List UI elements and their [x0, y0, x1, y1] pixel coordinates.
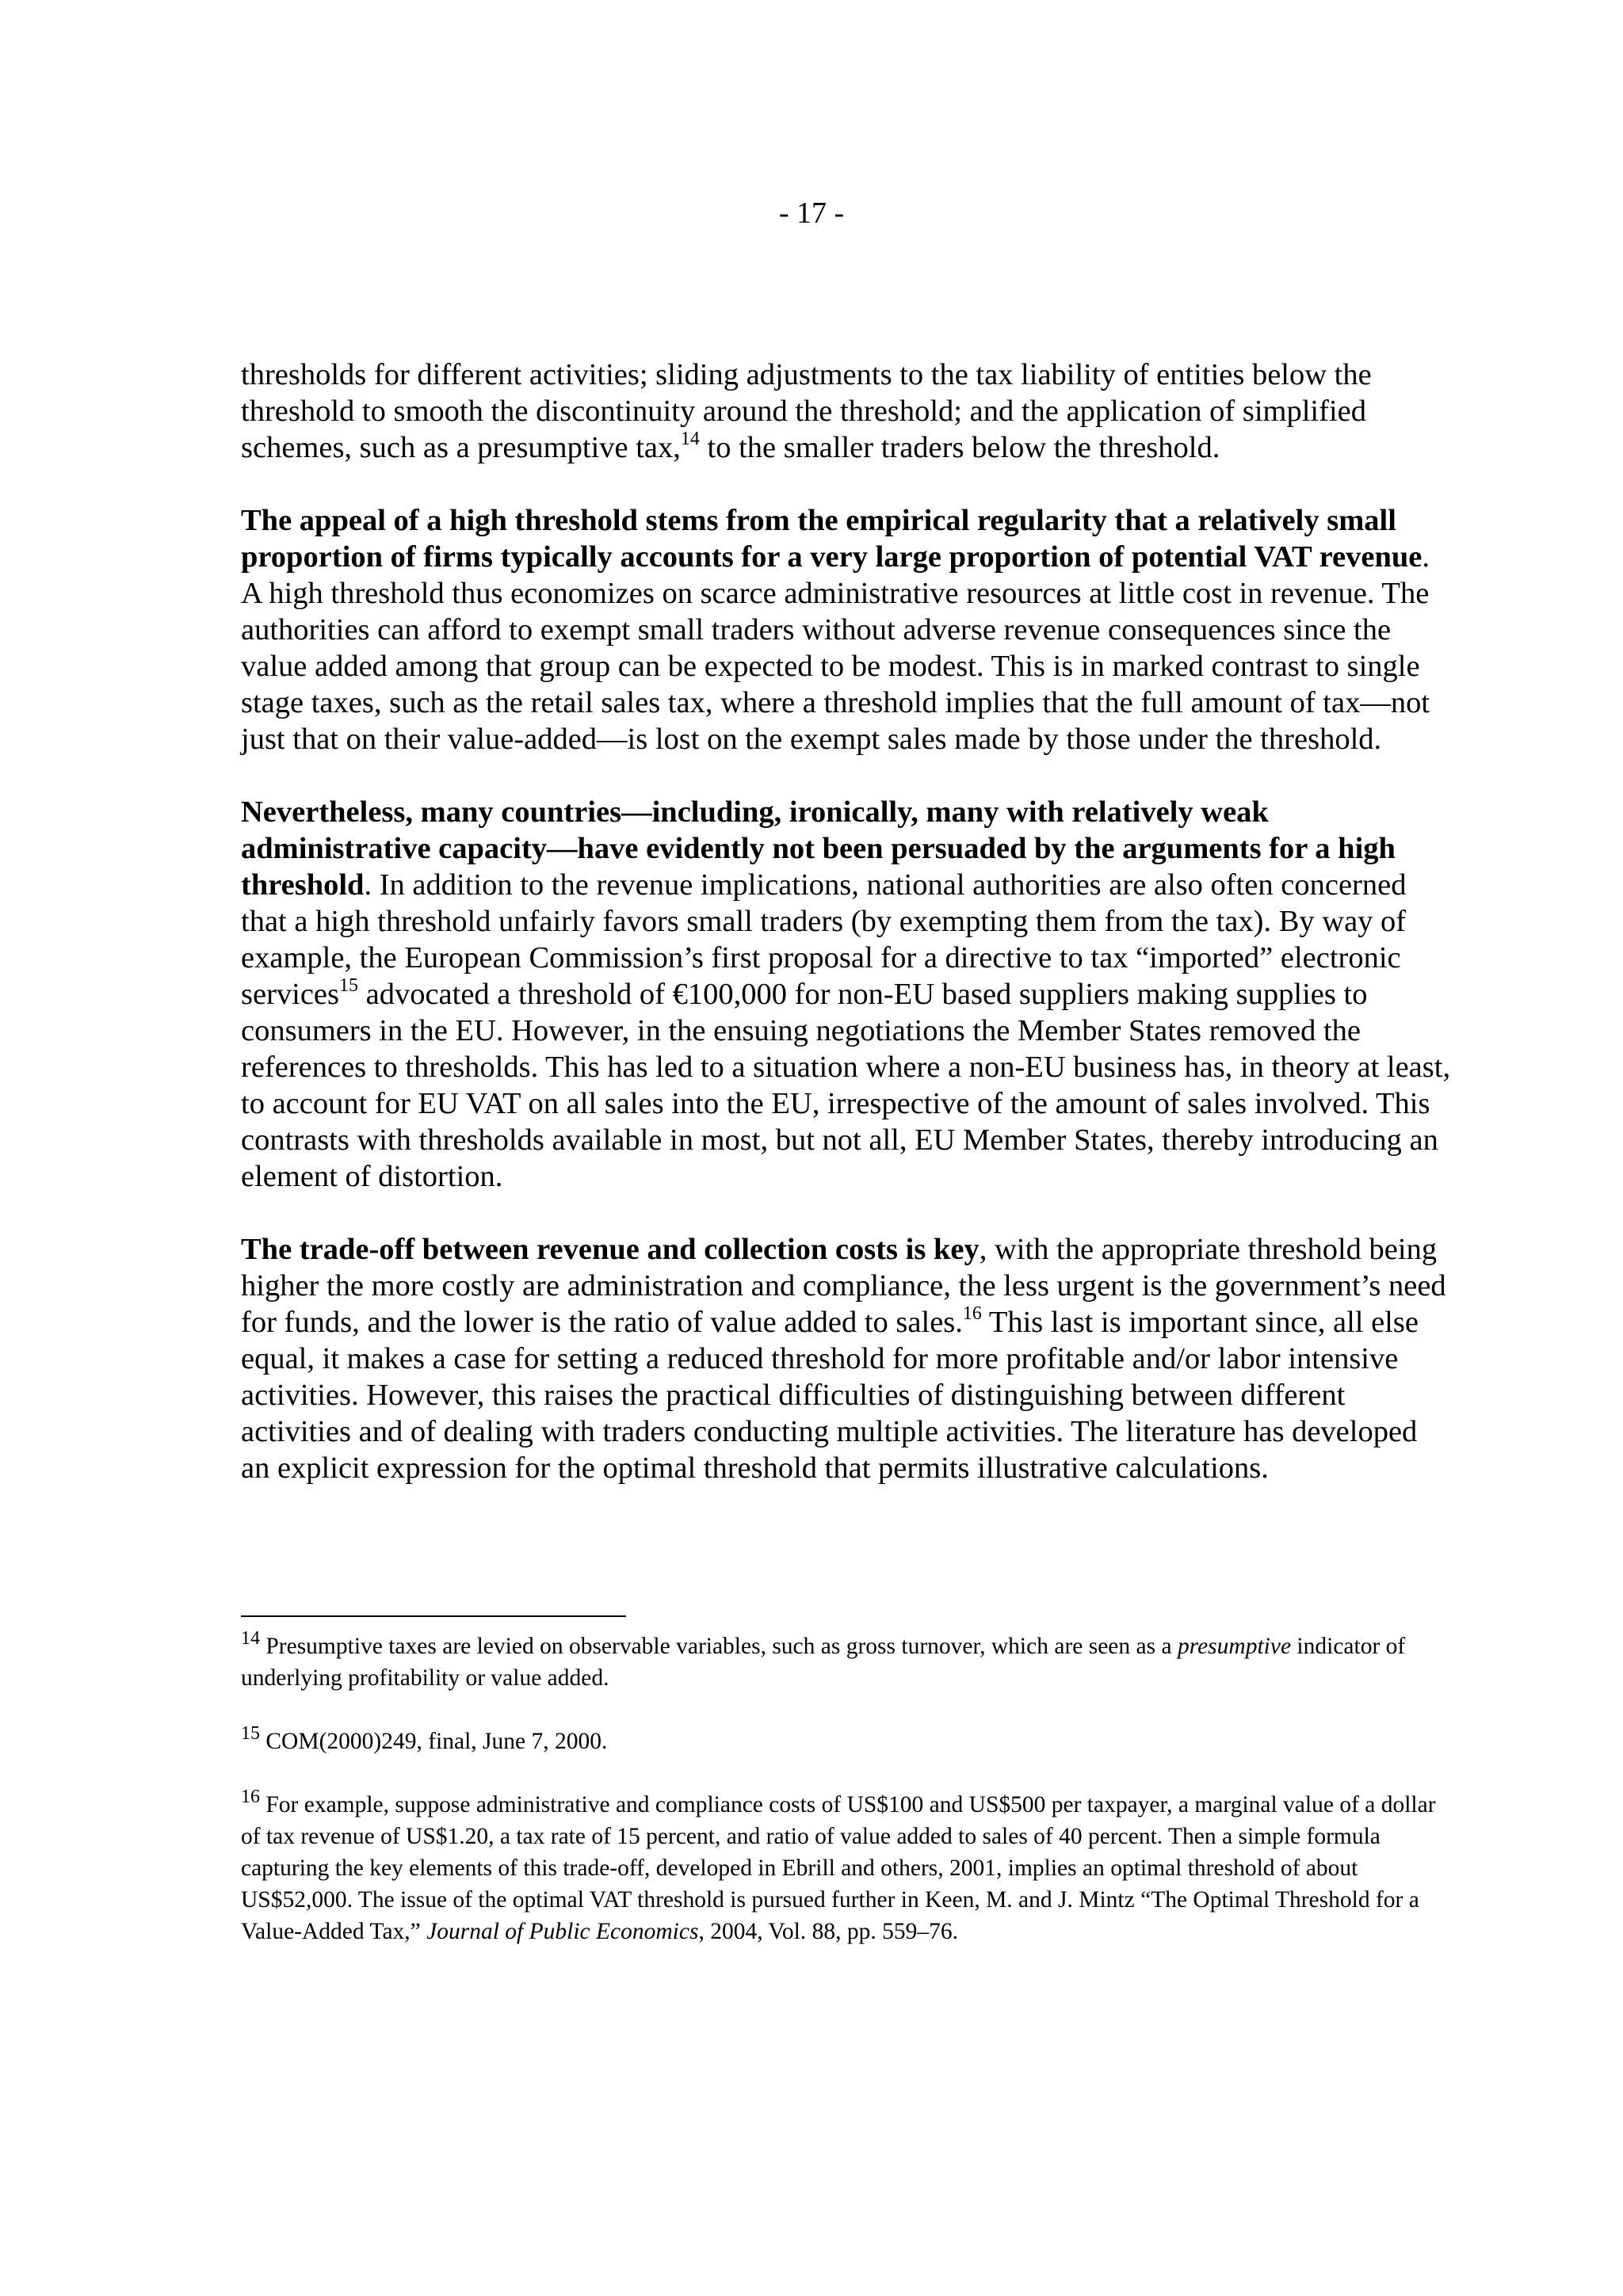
footnote-14 — [241, 1630, 1453, 1694]
footnote-ref-15[interactable]: 15 — [339, 975, 358, 996]
footnote-15 — [241, 1723, 1453, 1757]
footnote-16 — [241, 1789, 1453, 1947]
paragraph-high-threshold-appeal — [241, 502, 1453, 757]
paragraph-text: . In addition to the revenue implications, national authorities are also often concerned that a high threshold unfairly favors small traders (by exempting them from the tax). By way of example, the European Commission’s first proposal for a directive to tax “imported” electronic services — [241, 868, 1407, 1011]
paragraph-thresholds-options — [241, 357, 1453, 466]
footnote-text: indicator of underlying profitability or value added. — [241, 1634, 1406, 1691]
footnote-italic: Journal of Public Economics — [426, 1919, 699, 1944]
paragraph-lead-bold: Nevertheless, many countries—including, ironically, many with relatively weak administrative capacity—have evidently not been persuaded by the arguments for a high threshold — [241, 795, 1396, 902]
footnote-text: For example, suppose administrative and compliance costs of US$100 and US$500 per taxpayer, a marginal value of a dollar of tax revenue of US$1.20, a tax rate of 15 percent, and ratio of value added to sales of 40 percent. Then a simple formula capturing the key elements of this trade-off, developed in Ebrill and others, 2001, implies an optimal threshold of about US$52,000. The issue of the optimal VAT threshold is pursued further in Keen, M. and J. Mintz “The Optimal Threshold for a Value-Added Tax,” — [241, 1792, 1436, 1944]
footnote-divider — [241, 1615, 626, 1617]
footnote-ref-14[interactable]: 14 — [680, 429, 700, 449]
footnotes — [241, 1630, 1453, 1979]
paragraph-text: to the smaller traders below the threshold. — [699, 431, 1220, 464]
paragraph-text: , with the appropriate threshold being higher the more costly are administration and compliance, the less urgent is the government’s need for funds, and the lower is the ratio of value added to sales. — [241, 1233, 1446, 1339]
footnote-italic: presumptive — [1177, 1634, 1292, 1659]
paragraph-text: advocated a threshold of €100,000 for non-EU based suppliers making supplies to consumers in the EU. However, in the ensuing negotiations the Member States removed the references to thresholds. This has led to a situation where a non-EU business has, in theory at least, to account for EU VAT on all sales into the EU, irrespective of the amount of sales involved. This contrasts with thresholds available in most, but not all, EU Member States, thereby introducing an element of distortion. — [241, 978, 1451, 1193]
footnote-mark: 14 — [241, 1628, 260, 1649]
paragraph-text: This last is important since, all else equal, it makes a case for setting a reduced threshold for more profitable and/or labor intensive activities. However, this raises the practical difficulties of distinguishing between different activities and of dealing with traders conducting multiple activities. The literature has developed an explicit expression for the optimal threshold that permits illustrative calculations. — [241, 1306, 1419, 1485]
footnote-mark: 16 — [241, 1787, 260, 1807]
paragraph-text: thresholds for different activities; sliding adjustments to the tax liability of entities below the threshold to smooth the discontinuity around the threshold; and the application of simplified schemes, such as a presumptive tax, — [241, 358, 1372, 464]
footnote-text: Presumptive taxes are levied on observable variables, such as gross turnover, which are seen as a — [260, 1634, 1178, 1659]
paragraph-lead-bold: The trade-off between revenue and collection costs is key — [241, 1233, 980, 1266]
paragraph-lead-bold: The appeal of a high threshold stems from the empirical regularity that a relatively small proportion of firms typically accounts for a very large proportion of potential VAT revenue — [241, 504, 1423, 574]
paragraph-nevertheless — [241, 794, 1453, 1195]
footnote-text: COM(2000)249, final, June 7, 2000. — [260, 1729, 608, 1754]
footnote-text: , 2004, Vol. 88, pp. 559–76. — [698, 1919, 958, 1944]
footnote-ref-16[interactable]: 16 — [962, 1303, 982, 1324]
page-number: - 17 - — [778, 196, 845, 230]
body-text — [241, 357, 1453, 1523]
footnote-mark: 15 — [241, 1723, 260, 1744]
paragraph-text: . A high threshold thus economizes on scarce administrative resources at little cost in revenue. The authorities can afford to exempt small traders without adverse revenue consequences since the value added among that group can be expected to be modest. This is in marked contrast to single stage taxes, such as the retail sales tax, where a threshold implies that the full amount of tax—not just that on their value-added—is lost on the exempt sales made by those under the threshold. — [241, 540, 1430, 756]
paragraph-trade-off — [241, 1231, 1453, 1486]
